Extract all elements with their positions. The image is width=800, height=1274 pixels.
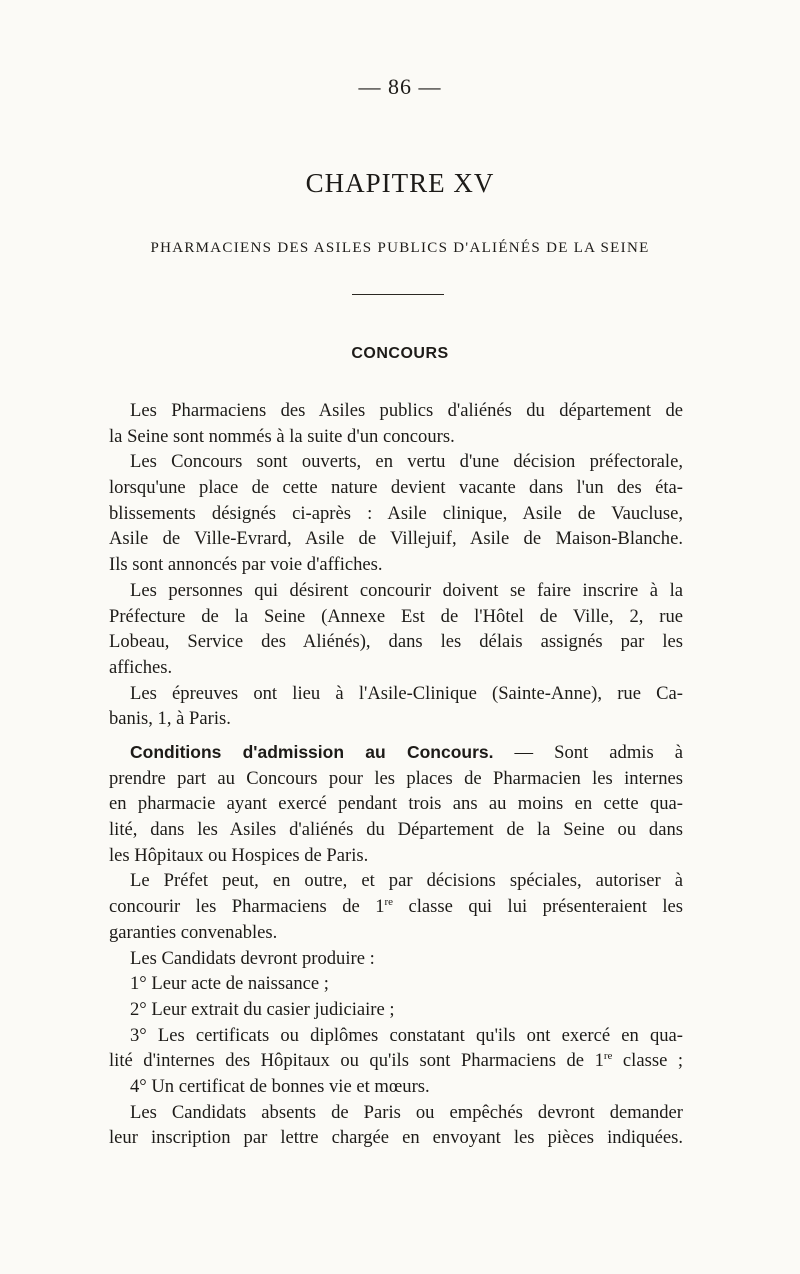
conditions-text-line: prendre part au Concours pour les places de Pharmacien les internes (109, 767, 683, 789)
paragraph-block-conditions (109, 740, 683, 1151)
subsection-title: CONCOURS (351, 345, 449, 362)
conditions-text-line: Le Préfet peut, en outre, et par décisions spéciales, autoriser à (130, 870, 683, 892)
concours-text-line: Les personnes qui désirent concourir doivent se faire inscrire à la (130, 579, 683, 601)
concours-text-line: Les épreuves ont lieu à l'Asile-Clinique (Sainte-Anne), rue Ca- (130, 682, 683, 704)
concours-text-line: Asile de Ville-Evrard, Asile de Villejuif, Asile de Maison-Blanche. (109, 528, 683, 550)
conditions-heading-line (109, 740, 683, 766)
conditions-text-line: lité d'internes des Hôpitaux ou qu'ils sont Pharmaciens de 1re classe ; (109, 1050, 683, 1072)
concours-text-line: lorsqu'une place de cette nature devient vacante dans l'un des éta- (109, 477, 683, 499)
conditions-text-line: Les Candidats absents de Paris ou empêchés devront demander (130, 1101, 683, 1123)
conditions-text-line: 1° Leur acte de naissance ; (130, 973, 329, 995)
concours-text-line: Préfecture de la Seine (Annexe Est de l'Hôtel de Ville, 2, rue (109, 605, 683, 627)
concours-text-line: Les Pharmaciens des Asiles publics d'aliénés du département de (130, 400, 683, 421)
concours-text-line: banis, 1, à Paris. (109, 708, 231, 730)
conditions-text-line: concourir les Pharmaciens de 1re classe qui lui présenteraient les (109, 895, 683, 918)
page-number: — 86 — (358, 74, 442, 99)
concours-text-line: Lobeau, Service des Aliénés), dans les délais assignés par les (109, 631, 683, 653)
conditions-lines (109, 766, 683, 1151)
concours-text-line: Ils sont annoncés par voie d'affiches. (109, 554, 383, 576)
conditions-text-line: 4° Un certificat de bonnes vie et mœurs. (130, 1075, 430, 1097)
separator-rule (352, 294, 444, 295)
concours-text-line: blissements désignés ci-après : Asile clinique, Asile de Vaucluse, (109, 502, 683, 524)
section-title: PHARMACIENS DES ASILES PUBLICS D'ALIÉNÉS DE LA SEINE (150, 240, 650, 256)
conditions-text-line: garanties convenables. (109, 921, 278, 943)
conditions-text-line: Les Candidats devront produire : (130, 947, 375, 969)
conditions-text-line: 2° Leur extrait du casier judiciaire ; (130, 998, 395, 1020)
conditions-text-line: en pharmacie ayant exercé pendant trois ans au moins en cette qua- (109, 793, 683, 815)
conditions-text-line: lité, dans les Asiles d'aliénés du Département de la Seine ou dans (109, 819, 683, 841)
concours-text-line: Les Concours sont ouverts, en vertu d'une décision préfectorale, (130, 451, 683, 473)
conditions-text-line: les Hôpitaux ou Hospices de Paris. (109, 844, 369, 866)
conditions-text-line: leur inscription par lettre chargée en envoyant les pièces indiquées. (109, 1127, 683, 1149)
concours-text-line: affiches. (109, 656, 173, 678)
conditions-text-line: 3° Les certificats ou diplômes constatant qu'ils ont exercé en qua- (130, 1024, 683, 1046)
conditions-heading: Conditions d'admission au Concours. (130, 742, 494, 762)
conditions-heading-rest: — Sont admis à (514, 742, 683, 763)
concours-text-line: la Seine sont nommés à la suite d'un concours. (109, 425, 455, 447)
chapter-title: CHAPITRE XV (305, 168, 495, 198)
paragraph-block-concours (109, 398, 683, 732)
